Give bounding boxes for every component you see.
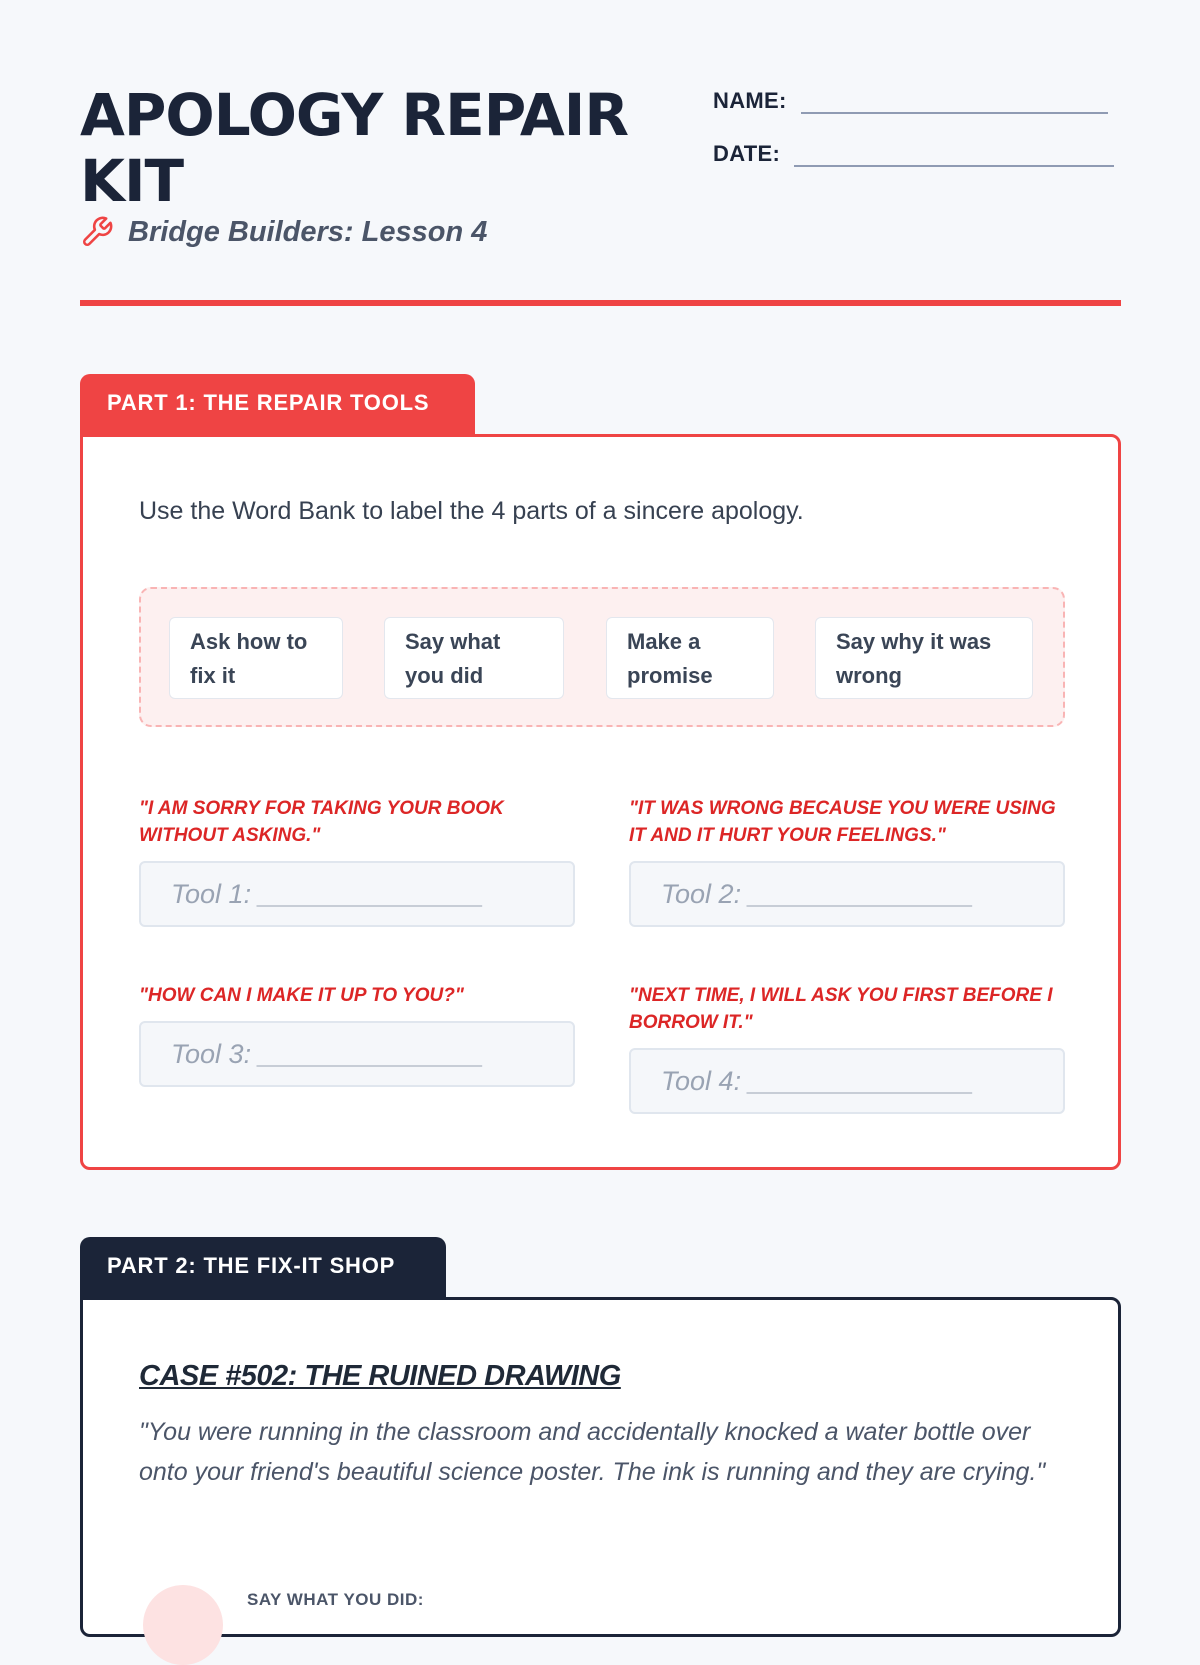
case-scenario: "You were running in the classroom and accidentally knocked a water bottle over onto your friend's beautiful science poster. The ink is running and they are crying." [139,1418,1046,1486]
name-field [713,86,1108,114]
name-label: NAME: [713,88,787,113]
part1-instructions: Use the Word Bank to label the 4 parts of a sincere apology. [139,497,804,525]
word-bank [139,587,1065,727]
tool4-answer-box[interactable]: Tool 4: _______________ [629,1048,1065,1114]
case-title: CASE #502: THE RUINED DRAWING [139,1360,621,1392]
subtitle-text: Bridge Builders: Lesson 4 [128,215,488,248]
page-title: APOLOGY REPAIR KIT [80,81,629,215]
word-bank-chip[interactable]: Say why it was wrong [815,617,1033,699]
word-bank-chip[interactable]: Say what you did [384,617,564,699]
tool1-quote: "I AM SORRY FOR TAKING YOUR BOOK WITHOUT ASKING." [139,798,504,846]
word-bank-chip[interactable]: Ask how to fix it [169,617,343,699]
date-field [713,139,1114,167]
header-divider [80,300,1121,306]
wrench-icon [80,215,114,249]
part1-panel [80,434,1121,1170]
date-label: DATE: [713,141,781,166]
step-number-circle [143,1585,223,1665]
tool3-answer-box[interactable]: Tool 3: _______________ [139,1021,575,1087]
tool4-quote: "NEXT TIME, I WILL ASK YOU FIRST BEFORE I BORROW IT." [629,985,1053,1033]
name-input-line[interactable] [801,86,1108,114]
part2-tab: PART 2: THE FIX-IT SHOP [80,1237,446,1299]
tool1-answer-box[interactable]: Tool 1: _______________ [139,861,575,927]
part2-panel [80,1297,1121,1637]
word-bank-chip[interactable]: Make a promise [606,617,774,699]
date-input-line[interactable] [794,139,1114,167]
lesson-subtitle [80,215,487,249]
tool2-answer-box[interactable]: Tool 2: _______________ [629,861,1065,927]
tool2-quote: "IT WAS WRONG BECAUSE YOU WERE USING IT AND IT HURT YOUR FEELINGS." [629,798,1056,846]
say-what-you-did-label: SAY WHAT YOU DID: [247,1590,424,1609]
part1-tab: PART 1: THE REPAIR TOOLS [80,374,475,436]
tool3-quote: "HOW CAN I MAKE IT UP TO YOU?" [139,985,464,1006]
